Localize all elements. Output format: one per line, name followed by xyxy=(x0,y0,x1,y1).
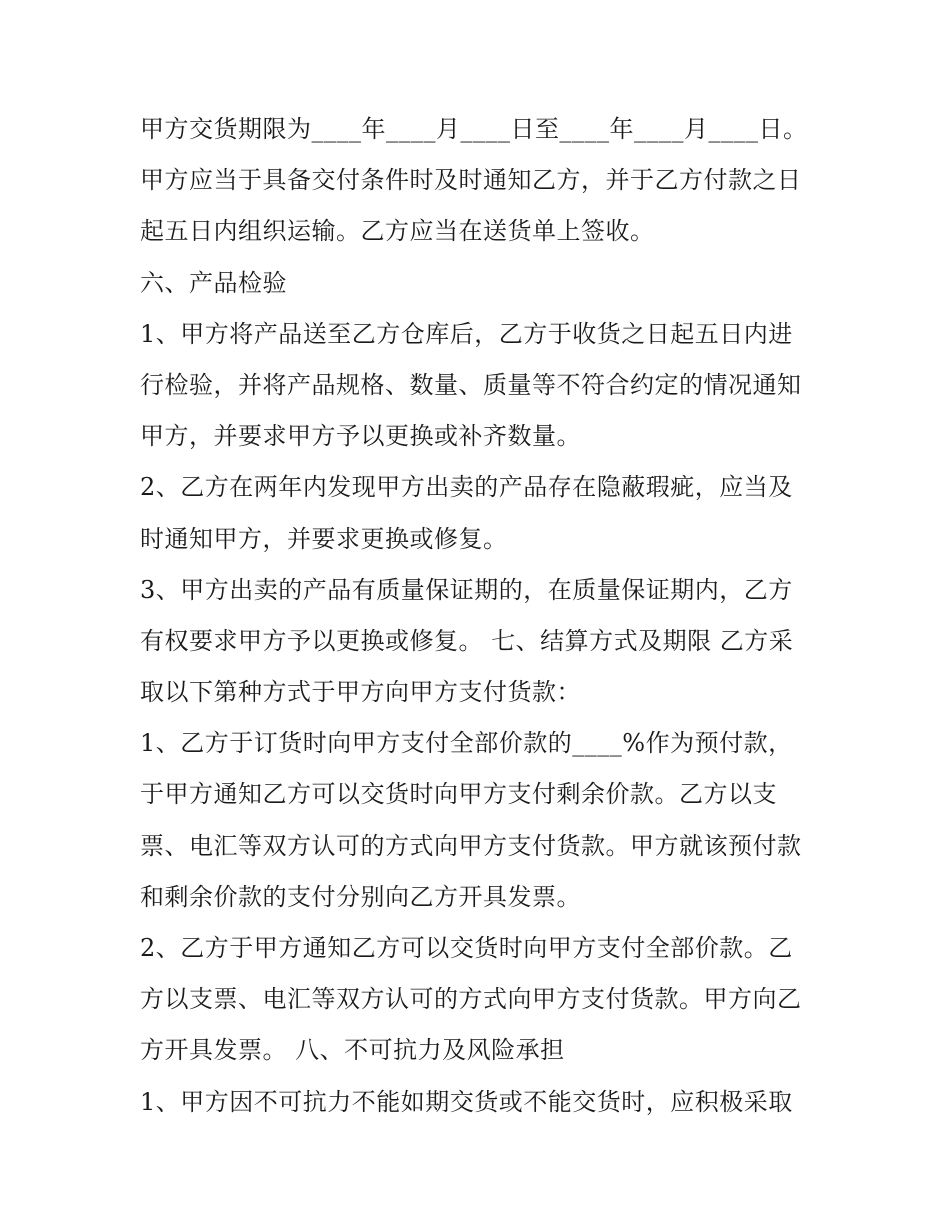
text-line: 方开具发票。 八、不可抗力及风险承担 xyxy=(140,1036,565,1065)
text-line: 甲方交货期限为____年____月____日至____年____月____日。 xyxy=(140,115,808,143)
text-line: 起五日内组织运输。乙方应当在送货单上签收。 xyxy=(140,217,655,246)
text-line: 1、甲方因不可抗力不能如期交货或不能交货时，应积极采取 xyxy=(140,1087,793,1116)
text-line: 2、乙方于甲方通知乙方可以交货时向甲方支付全部价款。乙 xyxy=(140,934,793,962)
document-body xyxy=(140,104,820,1128)
text-line: 有权要求甲方予以更换或修复。 七、结算方式及期限 乙方采 xyxy=(140,626,794,655)
text-line: 甲方，并要求甲方予以更换或补齐数量。 xyxy=(140,422,581,451)
text-line: 1、乙方于订货时向甲方支付全部价款的____%作为预付款， xyxy=(140,729,793,758)
text-line: 1、甲方将产品送至乙方仓库后，乙方于收货之日起五日内进 xyxy=(140,319,793,348)
text-line: 2、乙方在两年内发现甲方出卖的产品存在隐蔽瑕疵，应当及 xyxy=(140,473,793,502)
text-line: 时通知甲方，并要求更换或修复。 xyxy=(140,524,508,553)
text-line: 3、甲方出卖的产品有质量保证期的，在质量保证期内，乙方 xyxy=(140,575,793,604)
text-line: 取以下第种方式于甲方向甲方支付货款： xyxy=(140,678,581,707)
text-line: 甲方应当于具备交付条件时及时通知乙方，并于乙方付款之日 xyxy=(140,166,802,195)
text-line: 行检验，并将产品规格、数量、质量等不符合约定的情况通知 xyxy=(140,370,802,399)
text-line: 和剩余价款的支付分别向乙方开具发票。 xyxy=(140,882,581,911)
text-line: 于甲方通知乙方可以交货时向甲方支付剩余价款。乙方以支 xyxy=(140,780,777,809)
text-line: 票、电汇等双方认可的方式向甲方支付货款。甲方就该预付款 xyxy=(140,831,802,860)
text-line: 方以支票、电汇等双方认可的方式向甲方支付货款。甲方向乙 xyxy=(140,985,802,1014)
section-heading: 六、产品检验 xyxy=(140,268,287,297)
